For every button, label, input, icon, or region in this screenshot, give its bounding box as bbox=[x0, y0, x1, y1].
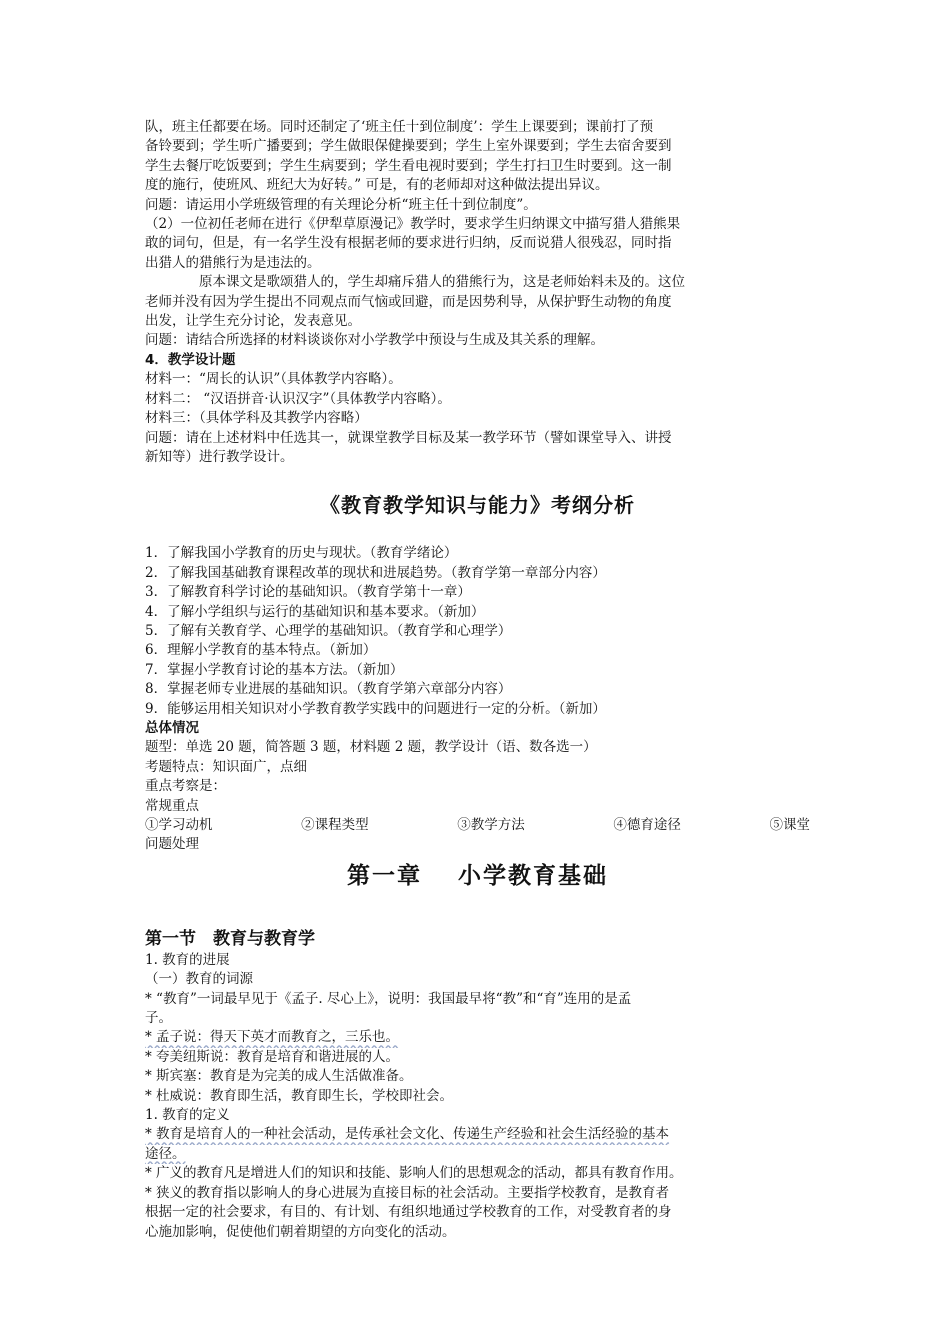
syllabus-outline bbox=[145, 544, 810, 719]
key-point: ④德育途径 bbox=[613, 817, 681, 833]
text-line: 老师并没有因为学生提出不同观点而气恼或回避，而是因势利导，从保护野生动物的角度 bbox=[145, 293, 672, 310]
text-line: 学生去餐厅吃饭要到；学生生病要到；学生看电视时要到；学生打扫卫生时要到。这一制 bbox=[145, 157, 672, 174]
info-line: 题型：单选 20 题，简答题 3 题，材料题 2 题，教学设计（语、数各选一） bbox=[145, 739, 597, 756]
key-point-continuation: 问题处理 bbox=[145, 836, 199, 853]
question-line: 问题：请结合所选择的材料谈谈你对小学教学中预设与生成及其关系的理解。 bbox=[145, 332, 604, 349]
question-line: 新知等）进行教学设计。 bbox=[145, 448, 294, 465]
chapter-title bbox=[145, 857, 810, 890]
underlined-definition-end: 途径。 bbox=[145, 1145, 186, 1162]
outline-item: 1．了解我国小学教育的历史与现状。（教育学绪论） bbox=[145, 545, 458, 562]
outline-item: 3．了解教育科学讨论的基础知识。（教育学第十一章） bbox=[145, 584, 471, 601]
section-body bbox=[145, 951, 810, 1242]
case-text-block bbox=[145, 118, 810, 351]
material-line: 材料三：（具体学科及其教学内容略） bbox=[145, 410, 368, 427]
text-line: （2）一位初任老师在进行《伊犁草原漫记》教学时，要求学生归纳课文中描写猎人猎熊果 bbox=[145, 216, 681, 233]
question-line: 问题：请在上述材料中任选其一，就课堂教学目标及某一教学环节（譬如课堂导入、讲授 bbox=[145, 429, 672, 446]
text-line: 心施加影响，促使他们朝着期望的方向变化的活动。 bbox=[145, 1223, 456, 1240]
outline-item: 6．理解小学教育的基本特点。（新加） bbox=[145, 642, 377, 659]
key-points-row bbox=[145, 816, 810, 835]
info-line: 重点考察是： bbox=[145, 778, 226, 795]
question-heading: 4．教学设计题 bbox=[145, 351, 236, 368]
text-line: 根据一定的社会要求，有目的、有计划、有组织地通过学校教育的工作，对受教育者的身 bbox=[145, 1204, 672, 1221]
text-line: * “教育”一词最早见于《孟子. 尽心上》，说明：我国最早将“教”和“育”连用的是孟 bbox=[145, 990, 632, 1007]
key-point: ②课程类型 bbox=[301, 817, 369, 833]
text-line: 子。 bbox=[145, 1010, 172, 1027]
outline-item: 7．掌握小学教育讨论的基本方法。（新加） bbox=[145, 661, 404, 678]
info-line: 常规重点 bbox=[145, 797, 199, 814]
text-line: 出猎人的猎熊行为是违法的。 bbox=[145, 254, 321, 271]
outline-item: 4．了解小学组织与运行的基础知识和基本要求。（新加） bbox=[145, 603, 485, 620]
text-line: 度的施行，使班风、班纪大为好转。” 可是，有的老师却对这种做法提出异议。 bbox=[145, 177, 609, 194]
text-line: 备铃要到；学生听广播要到；学生做眼保健操要到；学生上室外课要到；学生去宿舍要到 bbox=[145, 138, 672, 155]
document-title: 《教育教学知识与能力》考纲分析 bbox=[320, 493, 635, 518]
outline-item: 9．能够运用相关知识对小学教育教学实践中的问题进行一定的分析。（新加） bbox=[145, 700, 606, 717]
overall-heading: 总体情况 bbox=[145, 719, 199, 736]
chapter-number: 第一章 bbox=[347, 862, 422, 889]
materials-list bbox=[145, 370, 810, 467]
text-line: * 杜威说：教育即生活，教育即生长，学校即社会。 bbox=[145, 1087, 454, 1104]
text-line bbox=[145, 1145, 810, 1164]
text-line: * 广义的教育凡是增进人们的知识和技能、影响人们的思想观念的活动，都具有教育作用。 bbox=[145, 1165, 683, 1182]
material-line: 材料二： “汉语拼音·认识汉字”（具体教学内容略）。 bbox=[145, 390, 451, 407]
section-title: 第一节 教育与教育学 bbox=[145, 928, 315, 949]
overall-info bbox=[145, 738, 810, 816]
text-line bbox=[145, 1028, 810, 1047]
key-point: ⑤课堂 bbox=[769, 817, 810, 833]
document-page bbox=[145, 118, 810, 1242]
key-point: ①学习动机 bbox=[145, 817, 213, 833]
question-line: 问题：请运用小学班级管理的有关理论分析“班主任十到位制度”。 bbox=[145, 196, 537, 213]
underlined-definition: * 教育是培育人的一种社会活动，是传承社会文化、传递生产经验和社会生活经验的基本 bbox=[145, 1126, 670, 1143]
text-line: 出发，让学生充分讨论，发表意见。 bbox=[145, 313, 361, 330]
chapter-name: 小学教育基础 bbox=[458, 862, 608, 889]
info-line: 考题特点：知识面广，点细 bbox=[145, 758, 307, 775]
outline-item: 8．掌握老师专业进展的基础知识。（教育学第六章部分内容） bbox=[145, 681, 512, 698]
text-line: 队，班主任都要在场。同时还制定了‘班主任十到位制度’：学生上课要到；课前打了预 bbox=[145, 119, 654, 135]
material-line: 材料一：“周长的认识”（具体教学内容略）。 bbox=[145, 371, 402, 388]
indented-paragraph-line: 原本课文是歌颂猎人的，学生却痛斥猎人的猎熊行为，这是老师始料未及的。这位 bbox=[199, 274, 685, 291]
outline-item: 2．了解我国基础教育课程改革的现状和进展趋势。（教育学第一章部分内容） bbox=[145, 564, 606, 581]
text-line: * 狭义的教育指以影响人的身心进展为直接目标的社会活动。主要指学校教育，是教育者 bbox=[145, 1184, 670, 1201]
text-line: 1. 教育的定义 bbox=[145, 1107, 230, 1124]
text-line: 敢的词句，但是，有一名学生没有根据老师的要求进行归纳，反而说猎人很残忍，同时指 bbox=[145, 235, 672, 252]
underlined-quote: * 孟子说：得天下英才而教育之，三乐也。 bbox=[145, 1029, 400, 1046]
text-line: （一）教育的词源 bbox=[145, 971, 253, 988]
outline-item: 5．了解有关教育学、心理学的基础知识。（教育学和心理学） bbox=[145, 622, 512, 639]
text-line: 1. 教育的进展 bbox=[145, 951, 230, 968]
text-line: * 夸美纽斯说：教育是培育和谐进展的人。 bbox=[145, 1048, 400, 1065]
key-point: ③教学方法 bbox=[457, 817, 525, 833]
text-line: * 斯宾塞：教育是为完美的成人生活做准备。 bbox=[145, 1068, 413, 1085]
text-line bbox=[145, 1125, 810, 1144]
